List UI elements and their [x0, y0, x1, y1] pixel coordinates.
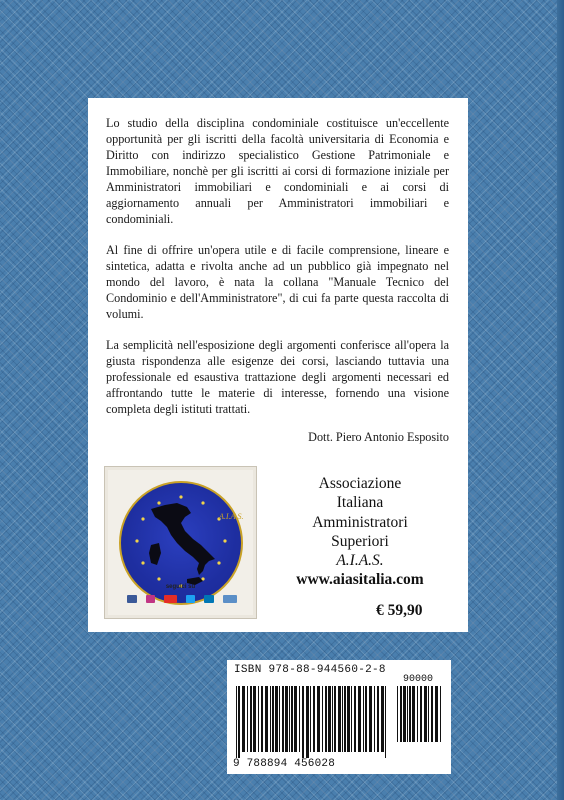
aias-logo: [104, 466, 257, 619]
barcode-block: [227, 660, 451, 774]
association-acronym: A.I.A.S.: [336, 552, 384, 570]
isbn-label: ISBN 978-88-944560-2-8: [234, 664, 386, 676]
follow-us-label: seguici su: [165, 584, 196, 590]
association-line-1: Associazione: [318, 475, 402, 492]
ean-barcode-icon: [236, 686, 388, 758]
association-website: www.aiasitalia.com: [296, 571, 424, 589]
youtube-icon: [164, 595, 177, 603]
instagram-icon: [146, 595, 155, 603]
association-block: [270, 474, 450, 590]
facebook-icon: [127, 595, 137, 603]
spine-edge: [557, 0, 564, 800]
website-icon: [223, 595, 237, 603]
linkedin-icon: [204, 595, 214, 603]
association-line-3: Amministratori: [312, 513, 408, 531]
addon-barcode-icon: [397, 686, 445, 748]
social-icons-row: [127, 594, 237, 604]
paragraph-3: La semplicità nell'esposizione degli argomenti conferisce all'opera la giusta rispondenza alle esigenze dei corsi, lasciando tuttavia una professionale ed esaustiva trattazione degli argomenti necessari ed affrontando tutte le materie di interesse, fornendo una visione completa degli istituti trattati.: [106, 338, 449, 416]
paragraph-2: Al fine di offrire un'opera utile e di facile comprensione, lineare e sintetica, adatta e rivolta anche ad un pubblico già impegnato nel mondo del lavoro, è nata la collana "Manuale Tecnico del Condominio e dell'Amministratore", di cui fa parte questa raccolta di volumi.: [106, 243, 449, 321]
association-line-2: Italiana: [336, 494, 384, 512]
paragraph-1: Lo studio della disciplina condominiale costituisce un'eccellente opportunità per gli iscritti della facoltà universitaria di Economia e Diritto con indirizzo specialistico Gestione Patrimoniale e Immobiliare, nonchè per gli iscritti ai corsi di formazione iniziale per Amministratori immobiliari e condominiali e ai corsi di aggiornamento annuali per Amministratori immobiliari e condominiali.: [106, 116, 449, 226]
barcode-addon-number: 90000: [403, 674, 434, 685]
author-signature: Dott. Piero Antonio Esposito: [308, 430, 449, 444]
twitter-icon: [186, 595, 195, 603]
ean-number: 9 788894 456028: [233, 758, 336, 770]
logo-emblem-text: A.I.A.S.: [219, 512, 244, 521]
association-line-4: Superiori: [331, 532, 389, 550]
price-label: € 59,90: [376, 602, 423, 619]
